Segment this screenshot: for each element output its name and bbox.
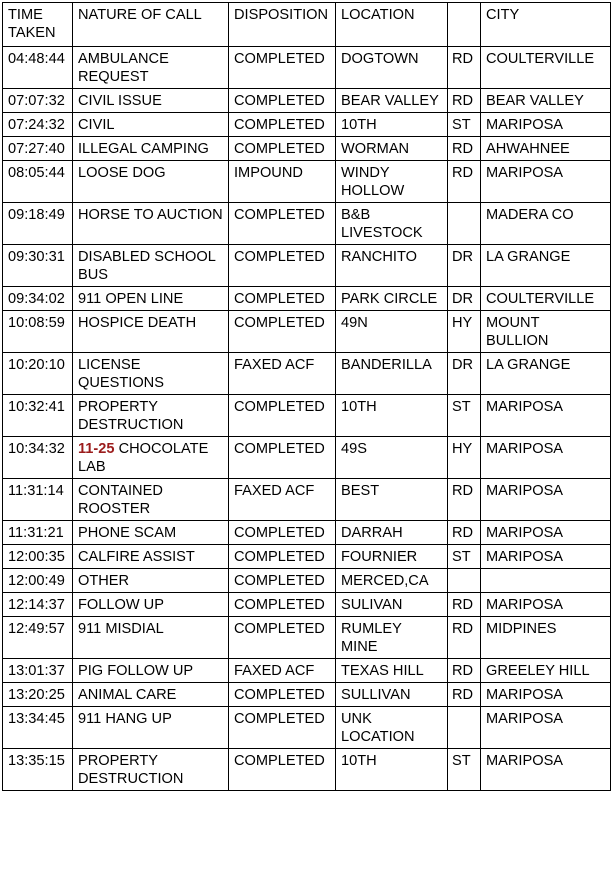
nature-cell: CIVIL ISSUE [73,89,229,113]
location-cell: BANDERILLA [336,353,448,395]
disposition-cell: FAXED ACF [229,353,336,395]
disposition-cell: COMPLETED [229,395,336,437]
city-cell: MARIPOSA [481,545,611,569]
city-cell: MARIPOSA [481,593,611,617]
time-cell: 12:14:37 [3,593,73,617]
street-suffix-cell: DR [448,245,481,287]
time-cell: 07:24:32 [3,113,73,137]
city-cell: MARIPOSA [481,161,611,203]
street-suffix-cell: ST [448,545,481,569]
time-cell: 13:01:37 [3,659,73,683]
nature-cell: 911 MISDIAL [73,617,229,659]
nature-cell: HOSPICE DEATH [73,311,229,353]
city-cell [481,569,611,593]
time-cell: 10:32:41 [3,395,73,437]
nature-cell: CALFIRE ASSIST [73,545,229,569]
nature-cell [73,437,229,479]
disposition-cell: COMPLETED [229,545,336,569]
nature-cell: FOLLOW UP [73,593,229,617]
disposition-cell: COMPLETED [229,113,336,137]
time-cell: 09:34:02 [3,287,73,311]
nature-cell: DISABLED SCHOOL BUS [73,245,229,287]
street-suffix-cell: RD [448,521,481,545]
disposition-cell: COMPLETED [229,287,336,311]
disposition-cell: COMPLETED [229,137,336,161]
city-cell: LA GRANGE [481,353,611,395]
nature-cell: CONTAINED ROOSTER [73,479,229,521]
street-suffix-cell: RD [448,47,481,89]
table-row [3,683,611,707]
table-row [3,437,611,479]
location-cell: B&B LIVESTOCK [336,203,448,245]
disposition-cell: COMPLETED [229,89,336,113]
disposition-cell: COMPLETED [229,245,336,287]
city-cell: MARIPOSA [481,707,611,749]
header-street-suffix [448,3,481,47]
location-cell: PARK CIRCLE [336,287,448,311]
street-suffix-cell [448,707,481,749]
time-cell: 07:27:40 [3,137,73,161]
disposition-cell: COMPLETED [229,521,336,545]
nature-cell: PHONE SCAM [73,521,229,545]
time-cell: 13:35:15 [3,749,73,791]
street-suffix-cell [448,569,481,593]
location-cell: FOURNIER [336,545,448,569]
city-cell: MARIPOSA [481,437,611,479]
nature-cell: LOOSE DOG [73,161,229,203]
location-cell: WINDY HOLLOW [336,161,448,203]
time-cell: 12:00:35 [3,545,73,569]
city-cell: COULTERVILLE [481,287,611,311]
city-cell: MARIPOSA [481,479,611,521]
table-row [3,395,611,437]
table-row [3,521,611,545]
location-cell: UNK LOCATION [336,707,448,749]
street-suffix-cell: RD [448,617,481,659]
nature-cell: PROPERTY DESTRUCTION [73,749,229,791]
table-row [3,287,611,311]
city-cell: MARIPOSA [481,395,611,437]
location-cell: MERCED,CA [336,569,448,593]
disposition-cell: COMPLETED [229,47,336,89]
nature-cell: OTHER [73,569,229,593]
city-cell: MOUNT BULLION [481,311,611,353]
nature-cell: CIVIL [73,113,229,137]
nature-cell: ILLEGAL CAMPING [73,137,229,161]
street-suffix-cell: RD [448,659,481,683]
table-row [3,749,611,791]
city-cell: LA GRANGE [481,245,611,287]
table-row [3,569,611,593]
location-cell: BEST [336,479,448,521]
table-row [3,311,611,353]
call-log-body [3,3,611,791]
table-row [3,593,611,617]
time-cell: 12:49:57 [3,617,73,659]
city-cell: GREELEY HILL [481,659,611,683]
street-suffix-cell: HY [448,311,481,353]
location-cell: 10TH [336,395,448,437]
street-suffix-cell: HY [448,437,481,479]
disposition-cell: FAXED ACF [229,659,336,683]
street-suffix-cell: RD [448,683,481,707]
table-row [3,137,611,161]
street-suffix-cell: DR [448,287,481,311]
city-cell: MADERA CO [481,203,611,245]
table-row [3,659,611,683]
table-row [3,113,611,137]
time-cell: 10:34:32 [3,437,73,479]
location-cell: TEXAS HILL [336,659,448,683]
nature-cell: HORSE TO AUCTION [73,203,229,245]
time-cell: 10:08:59 [3,311,73,353]
street-suffix-cell: ST [448,749,481,791]
time-cell: 07:07:32 [3,89,73,113]
street-suffix-cell: RD [448,479,481,521]
table-row [3,707,611,749]
nature-cell: 911 HANG UP [73,707,229,749]
table-row [3,203,611,245]
table-row [3,89,611,113]
location-cell: SULLIVAN [336,683,448,707]
nature-cell: AMBULANCE REQUEST [73,47,229,89]
time-cell: 08:05:44 [3,161,73,203]
disposition-cell: COMPLETED [229,707,336,749]
street-suffix-cell: RD [448,593,481,617]
location-cell: RUMLEY MINE [336,617,448,659]
disposition-cell: COMPLETED [229,617,336,659]
city-cell: MIDPINES [481,617,611,659]
disposition-cell: FAXED ACF [229,479,336,521]
city-cell: BEAR VALLEY [481,89,611,113]
time-cell: 12:00:49 [3,569,73,593]
disposition-cell: COMPLETED [229,311,336,353]
disposition-cell: COMPLETED [229,437,336,479]
disposition-cell: COMPLETED [229,203,336,245]
call-code: 11-25 [78,441,115,457]
street-suffix-cell [448,203,481,245]
header-disposition: DISPOSITION [229,3,336,47]
street-suffix-cell: RD [448,161,481,203]
table-row [3,353,611,395]
table-row [3,617,611,659]
street-suffix-cell: ST [448,395,481,437]
city-cell: MARIPOSA [481,683,611,707]
header-city: CITY [481,3,611,47]
disposition-cell: COMPLETED [229,569,336,593]
table-row [3,245,611,287]
city-cell: MARIPOSA [481,749,611,791]
table-row [3,47,611,89]
disposition-cell: COMPLETED [229,683,336,707]
header-row [3,3,611,47]
time-cell: 13:20:25 [3,683,73,707]
table-row [3,479,611,521]
street-suffix-cell: ST [448,113,481,137]
location-cell: RANCHITO [336,245,448,287]
disposition-cell: COMPLETED [229,749,336,791]
time-cell: 11:31:14 [3,479,73,521]
nature-cell: PROPERTY DESTRUCTION [73,395,229,437]
street-suffix-cell: RD [448,89,481,113]
city-cell: AHWAHNEE [481,137,611,161]
disposition-cell: COMPLETED [229,593,336,617]
time-cell: 09:30:31 [3,245,73,287]
time-cell: 13:34:45 [3,707,73,749]
location-cell: 49N [336,311,448,353]
nature-cell: ANIMAL CARE [73,683,229,707]
call-log-table [2,2,611,791]
location-cell: 10TH [336,113,448,137]
table-row [3,161,611,203]
location-cell: DOGTOWN [336,47,448,89]
header-time-taken: TIME TAKEN [3,3,73,47]
nature-text: CHOCOLATE LAB [78,441,209,475]
nature-cell: PIG FOLLOW UP [73,659,229,683]
street-suffix-cell: DR [448,353,481,395]
time-cell: 04:48:44 [3,47,73,89]
location-cell: 10TH [336,749,448,791]
location-cell: DARRAH [336,521,448,545]
location-cell: 49S [336,437,448,479]
location-cell: SULIVAN [336,593,448,617]
location-cell: WORMAN [336,137,448,161]
header-nature-of-call: NATURE OF CALL [73,3,229,47]
location-cell: BEAR VALLEY [336,89,448,113]
table-row [3,545,611,569]
nature-cell: LICENSE QUESTIONS [73,353,229,395]
nature-cell: 911 OPEN LINE [73,287,229,311]
city-cell: MARIPOSA [481,521,611,545]
time-cell: 11:31:21 [3,521,73,545]
time-cell: 10:20:10 [3,353,73,395]
disposition-cell: IMPOUND [229,161,336,203]
city-cell: COULTERVILLE [481,47,611,89]
street-suffix-cell: RD [448,137,481,161]
city-cell: MARIPOSA [481,113,611,137]
time-cell: 09:18:49 [3,203,73,245]
header-location: LOCATION [336,3,448,47]
